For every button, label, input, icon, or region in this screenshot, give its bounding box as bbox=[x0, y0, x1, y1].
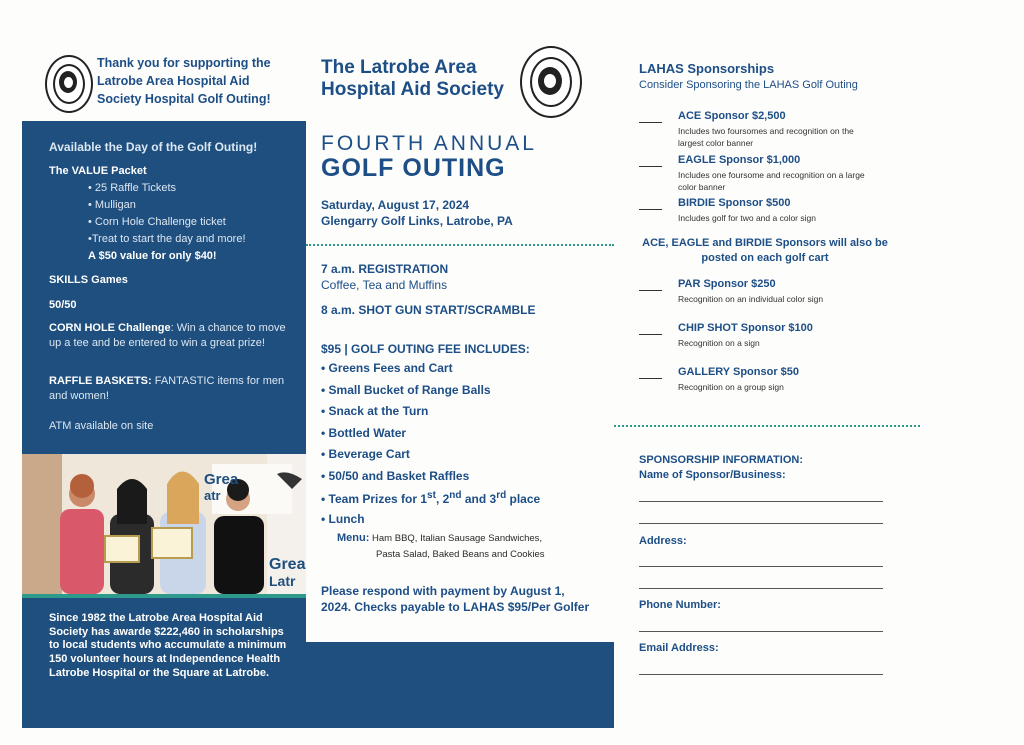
svg-text:Grea: Grea bbox=[204, 471, 239, 488]
fee-heading: $95 | GOLF OUTING FEE INCLUDES: bbox=[321, 342, 530, 356]
sponsor-level-desc: Recognition on a group sign bbox=[678, 382, 784, 392]
org-title-line2: Hospital Aid Society bbox=[321, 79, 504, 100]
list-item: • Greens Fees and Cart bbox=[321, 361, 453, 375]
lunch-menu bbox=[337, 530, 544, 563]
org-title bbox=[321, 57, 504, 101]
menu-label: Menu: bbox=[337, 532, 370, 544]
event-date: Saturday, August 17, 2024 bbox=[321, 198, 470, 212]
address-label: Address: bbox=[639, 535, 687, 547]
skills-games: SKILLS Games bbox=[49, 274, 128, 286]
svg-text:Latr: Latr bbox=[269, 573, 296, 589]
list-item: • 50/50 and Basket Raffles bbox=[321, 468, 470, 483]
email-label: Email Address: bbox=[639, 642, 719, 654]
scholarship-photo bbox=[22, 454, 306, 594]
list-item: • Small Bucket of Range Balls bbox=[321, 382, 491, 397]
atm-note: ATM available on site bbox=[49, 420, 154, 432]
raffle-desc: FANTASTIC items for men and women! bbox=[49, 375, 285, 402]
sponsor-level-name: PAR Sponsor $250 bbox=[678, 278, 776, 290]
registration-time: 7 a.m. REGISTRATION bbox=[321, 262, 449, 276]
dotted-divider bbox=[306, 244, 614, 246]
raffle-text bbox=[49, 374, 289, 404]
sponsor-level-desc: Includes one foursome and recognition on a large color banner bbox=[678, 170, 865, 192]
checkbox-line[interactable] bbox=[639, 122, 662, 123]
sponsor-level-name: BIRDIE Sponsor $500 bbox=[678, 197, 791, 209]
value-price: A $50 value for only $40! bbox=[88, 250, 217, 262]
sponsorships-heading: LAHAS Sponsorships bbox=[639, 61, 775, 76]
sponsorships-subheading: Consider Sponsoring the LAHAS Golf Outing bbox=[639, 79, 858, 91]
checkbox-line[interactable] bbox=[639, 334, 662, 335]
team-prizes-text: and 3 bbox=[461, 492, 497, 506]
sponsor-level-desc: Recognition on an individual color sign bbox=[678, 294, 824, 304]
menu-line2: Pasta Salad, Baked Beans and Cookies bbox=[376, 549, 545, 560]
list-item: • Bottled Water bbox=[321, 425, 407, 440]
list-item: • Beverage Cart bbox=[321, 447, 410, 461]
fifty-fifty: 50/50 bbox=[49, 299, 77, 311]
superscript: st bbox=[427, 490, 436, 501]
checkbox-line[interactable] bbox=[639, 209, 662, 210]
event-venue: Glengarry Golf Links, Latrobe, PA bbox=[321, 214, 513, 228]
checkbox-line[interactable] bbox=[639, 290, 662, 291]
address-field[interactable] bbox=[639, 566, 883, 567]
team-prizes-text: place bbox=[506, 492, 541, 506]
sponsorship-info-heading: SPONSORSHIP INFORMATION: bbox=[639, 454, 803, 466]
corn-hole-text bbox=[49, 321, 289, 351]
fourth-annual: FOURTH ANNUAL bbox=[321, 132, 537, 155]
middle-bottom-bar bbox=[306, 642, 614, 728]
address-field-2[interactable] bbox=[639, 588, 883, 589]
list-item: • Lunch bbox=[321, 511, 365, 526]
golf-outing-title: GOLF OUTING bbox=[321, 154, 506, 182]
checkbox-line[interactable] bbox=[639, 378, 662, 379]
sponsor-level-desc: Recognition on a sign bbox=[678, 338, 760, 348]
menu-line1: Ham BBQ, Italian Sausage Sandwiches, bbox=[372, 533, 543, 544]
checkbox-line[interactable] bbox=[639, 166, 662, 167]
sponsor-level-name: GALLERY Sponsor $50 bbox=[678, 366, 800, 378]
email-field[interactable] bbox=[639, 674, 883, 675]
org-title-line1: The Latrobe Area bbox=[321, 57, 477, 78]
corn-hole-desc: : Win a chance to move up a tee and be entered to win a great prize! bbox=[49, 322, 286, 349]
team-prizes bbox=[321, 490, 540, 512]
lahas-seal-logo bbox=[45, 55, 93, 113]
svg-text:Grea: Grea bbox=[269, 556, 306, 573]
sponsor-name-label: Name of Sponsor/Business: bbox=[639, 469, 786, 481]
corn-hole-label: CORN HOLE Challenge bbox=[49, 322, 171, 334]
cart-posting-note: ACE, EAGLE and BIRDIE Sponsors will also be posted on each golf cart bbox=[642, 237, 888, 264]
list-item: • Snack at the Turn bbox=[321, 404, 429, 418]
sponsor-level-name: CHIP SHOT Sponsor $100 bbox=[678, 322, 813, 334]
thank-you-message: Thank you for supporting the Latrobe Area Hospital Aid Society Hospital Golf Outing! bbox=[97, 56, 271, 106]
available-heading: Available the Day of the Golf Outing! bbox=[49, 140, 258, 154]
sponsor-level-desc: Includes two foursomes and recognition on the largest color banner bbox=[678, 126, 854, 148]
sponsor-level-name: EAGLE Sponsor $1,000 bbox=[678, 154, 801, 166]
superscript: nd bbox=[449, 490, 462, 501]
team-prizes-text: , 2 bbox=[435, 492, 450, 506]
value-packet-title: The VALUE Packet bbox=[49, 165, 147, 177]
registration-detail: Coffee, Tea and Muffins bbox=[321, 278, 448, 292]
payment-note: Please respond with payment by August 1, 2024. Checks payable to LAHAS $95/Per Golfer bbox=[321, 584, 590, 614]
lahas-seal-logo-large bbox=[520, 46, 582, 118]
sponsor-level-name: ACE Sponsor $2,500 bbox=[678, 110, 786, 122]
phone-label: Phone Number: bbox=[639, 599, 721, 611]
sponsor-name-field-2[interactable] bbox=[639, 523, 883, 524]
list-item: • Mulligan bbox=[88, 199, 136, 211]
fee-includes-list bbox=[321, 361, 540, 533]
sponsor-name-field[interactable] bbox=[639, 501, 883, 502]
phone-field[interactable] bbox=[639, 631, 883, 632]
list-item: •Treat to start the day and more! bbox=[88, 233, 246, 245]
raffle-label: RAFFLE BASKETS: bbox=[49, 375, 152, 387]
list-item: • Corn Hole Challenge ticket bbox=[88, 216, 226, 228]
value-packet-list bbox=[88, 180, 246, 262]
registration bbox=[321, 262, 448, 292]
sponsor-level-desc: Includes golf for two and a color sign bbox=[678, 213, 816, 223]
dotted-divider bbox=[614, 425, 920, 427]
team-prizes-text: • Team Prizes for 1 bbox=[321, 492, 428, 506]
event-date-venue bbox=[321, 197, 513, 229]
shotgun-start: 8 a.m. SHOT GUN START/SCRAMBLE bbox=[321, 303, 536, 317]
scholarship-text: Since 1982 the Latrobe Area Hospital Aid Society has awarde $222,460 in scholarships to local students who accumulate a minimum 150 volunteer hours at Independence Health Latrobe Hospital or the Square at Latrobe. bbox=[49, 612, 287, 679]
svg-text:atr: atr bbox=[204, 488, 221, 503]
superscript: rd bbox=[496, 490, 507, 501]
list-item: • 25 Raffle Tickets bbox=[88, 182, 177, 194]
